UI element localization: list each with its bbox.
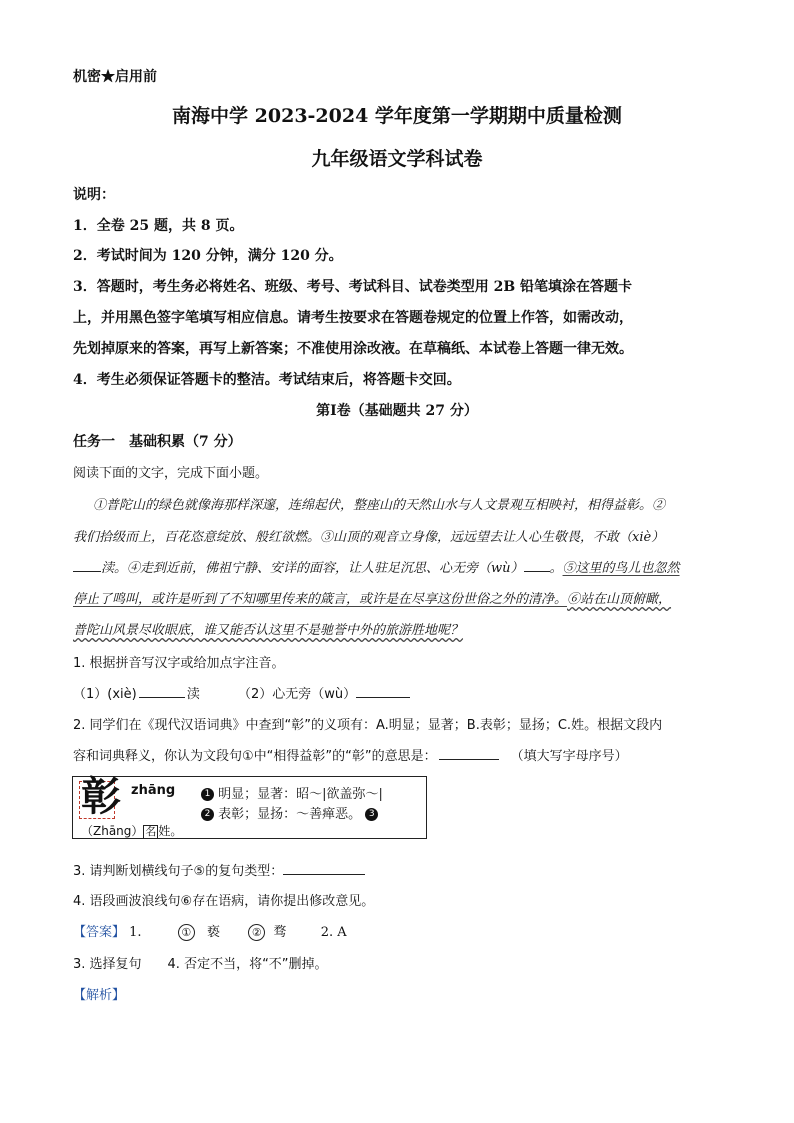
sense-3-number: 3 bbox=[365, 808, 378, 821]
analysis-label: 【解析】 bbox=[73, 988, 126, 1003]
instructions-heading: 说明： bbox=[73, 187, 115, 203]
task-intro: 阅读下面的文字，完成下面小题。 bbox=[73, 466, 269, 481]
dictionary-character: 彰 bbox=[81, 773, 121, 820]
exam-title: 南海中学 2023-2024 学年度第一学期期中质量检测 bbox=[172, 105, 622, 127]
passage-line-3 bbox=[73, 557, 680, 576]
answer-2-text: 骛 bbox=[273, 925, 287, 940]
wavy-sentence-6-end: 普陀山风景尽收眼底，谁又能否认这里不是驰誉中外的旅游胜地呢？ bbox=[73, 623, 464, 638]
question-1-item-1: （1）(xiè) bbox=[73, 687, 137, 702]
question-4: 4. 语段画波浪线句⑥存在语病，请你提出修改意见。 bbox=[73, 894, 375, 909]
instruction-item-4: 4．考生必须保证答题卡的整洁。考试结束后，将答题卡交回。 bbox=[73, 372, 461, 388]
dictionary-entry-figure bbox=[72, 773, 427, 839]
blank-xie bbox=[73, 557, 101, 572]
name-text: 姓。 bbox=[158, 824, 183, 838]
passage-line-5 bbox=[73, 619, 463, 638]
instruction-item-1: 1．全卷 25 题，共 8 页。 bbox=[73, 218, 244, 234]
name-pinyin: （Zhāng） bbox=[81, 824, 144, 838]
dictionary-sense-1 bbox=[201, 783, 383, 802]
question-1-item-1-tail: 渎 bbox=[186, 687, 200, 702]
name-label: 名 bbox=[145, 825, 157, 838]
question-2-text: 容和词典释义，你认为文段句①中“相得益彰”的“彰”的意思是： bbox=[73, 749, 437, 764]
underlined-sentence-5-end: 停止了鸣叫，或许是听到了不知哪里传来的箴言，或许是在尽享这份世俗之外的清净。 bbox=[73, 592, 568, 607]
blank-wu bbox=[524, 557, 550, 572]
dictionary-pinyin: zhāng bbox=[131, 783, 176, 798]
passage-line-3-text: 渎。④走到近前，佛祖宁静、安详的面容，让人驻足沉思、心无旁（wù） bbox=[101, 561, 524, 576]
question-2-line-1: 2. 同学们在《现代汉语词典》中查到“彰”的义项有：A.明显；显著；B.表彰；显扬；C.姓。根据文段内 bbox=[73, 718, 663, 733]
answer-blank-4 bbox=[283, 860, 365, 875]
instruction-item-3-line-2: 上，并用黑色签字笔填写相应信息。请考生按要求在答题卷规定的位置上作答，如需改动， bbox=[73, 310, 633, 326]
answer-q2: 2. A bbox=[320, 925, 347, 940]
answer-blank-1 bbox=[139, 683, 185, 698]
passage-line-1: ①普陀山的绿色就像海那样深邃，连绵起伏，整座山的天然山水与人文景观互相映衬，相得益彰。② bbox=[93, 498, 666, 513]
answer-1-marker: ① bbox=[178, 924, 195, 941]
question-2-hint: （填大写字母序号） bbox=[510, 749, 628, 764]
question-1-items bbox=[73, 683, 410, 702]
passage-line-2: 我们拾级而上，百花恣意绽放、般红欲燃。③山顶的观音立身像，远远望去让人心生敬畏，不敢（xiè） bbox=[73, 530, 665, 545]
sense-1-text: 明显；显著：昭～|欲盖弥～| bbox=[218, 787, 383, 802]
question-2-line-2 bbox=[73, 745, 628, 764]
instruction-item-2: 2．考试时间为 120 分钟，满分 120 分。 bbox=[73, 248, 343, 264]
answer-q1-number: 1. bbox=[129, 925, 142, 940]
underlined-sentence-5-start: ⑤这里的鸟儿也忽然 bbox=[562, 561, 680, 576]
sense-2-number: 2 bbox=[201, 808, 214, 821]
sense-1-number: 1 bbox=[201, 788, 214, 801]
passage-line-4 bbox=[73, 588, 671, 607]
question-1-item-2: （2）心无旁（wù） bbox=[238, 687, 357, 702]
answer-line-2: 3. 选择复句 4. 否定不当，将“不”删掉。 bbox=[73, 957, 328, 972]
answer-2-marker: ② bbox=[248, 924, 265, 941]
wavy-sentence-6-start: ⑥站在山顶俯瞰， bbox=[567, 592, 672, 607]
part-title: 第Ⅰ卷（基础题共 27 分） bbox=[316, 403, 478, 419]
instruction-item-3-line-3: 先划掉原来的答案，再写上新答案；不准使用涂改液。在草稿纸、本试卷上答题一律无效。 bbox=[73, 341, 633, 357]
exam-subtitle: 九年级语文学科试卷 bbox=[311, 148, 483, 170]
instruction-item-3-line-1: 3．答题时，考生务必将姓名、班级、考号、考试科目、试卷类型用 2B 铅笔填涂在答题卡 bbox=[73, 279, 633, 295]
answer-label: 【答案】 bbox=[73, 925, 126, 940]
dictionary-sense-2 bbox=[201, 803, 378, 822]
question-1: 1. 根据拼音写汉字或给加点字注音。 bbox=[73, 656, 285, 671]
question-3 bbox=[73, 860, 365, 879]
passage-line-3-period: 。 bbox=[549, 561, 563, 576]
answer-blank-2 bbox=[356, 683, 410, 698]
answer-blank-3 bbox=[439, 745, 499, 760]
task-title: 任务一 基础积累（7 分） bbox=[73, 434, 242, 450]
dictionary-name-sense bbox=[81, 822, 182, 839]
answer-line-1 bbox=[73, 921, 347, 941]
sense-2-text: 表彰；显扬：～善瘅恶。 bbox=[218, 807, 362, 822]
answer-1-text: 亵 bbox=[206, 925, 220, 940]
question-3-text: 3. 请判断划横线句子⑤的复句类型： bbox=[73, 864, 284, 879]
confidential-label: 机密★启用前 bbox=[73, 69, 157, 85]
